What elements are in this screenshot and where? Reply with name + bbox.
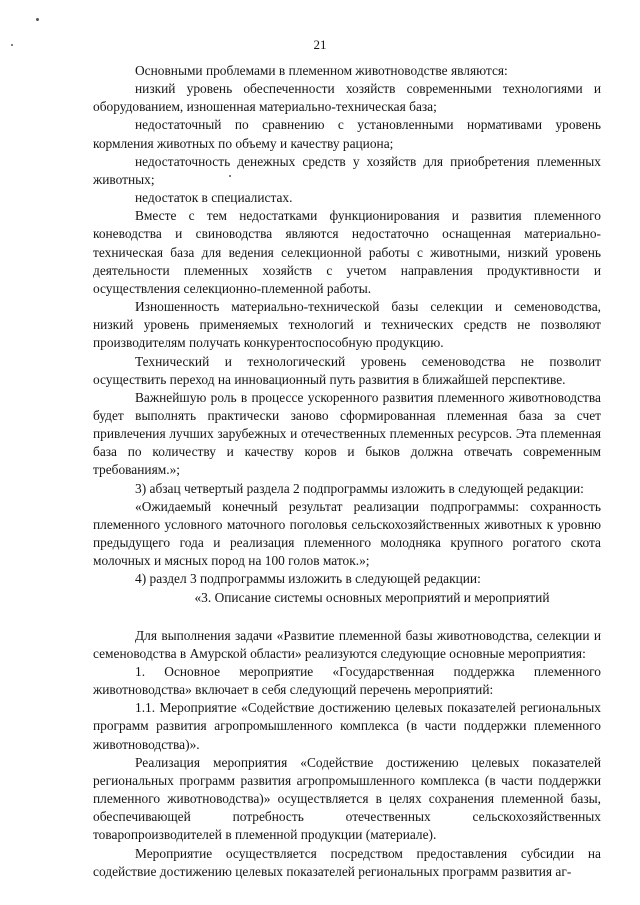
paragraph: 4) раздел 3 подпрограммы изложить в следующей редакции:: [135, 571, 481, 587]
paragraph: Основными проблемами в племенном животноводстве являются:: [135, 63, 508, 78]
paragraph: низкий уровень обеспеченности хозяйств современными технологиями и оборудованием, изношенная материально-техническая база;: [93, 81, 601, 115]
paragraph: недостаток в специалистах.: [135, 190, 293, 206]
document-body: [93, 62, 601, 881]
paragraph: 3) абзац четвертый раздела 2 подпрограммы изложить в следующей редакции:: [135, 480, 584, 496]
paragraph: «Ожидаемый конечный результат реализации подпрограммы: сохранность племенного условного маточного поголовья сельскохозяйственных животных к уровню предыдущего года и реализация племенного молодняка крупного рогатого скота молочных и мясных пород на 100 голов маток.»;: [93, 498, 601, 569]
paragraph: 1. Основное мероприятие «Государственная поддержка племенного животноводства» включает в себя следующий перечень мероприятий:: [93, 664, 601, 698]
section-heading: «3. Описание системы основных мероприятий и мероприятий: [194, 589, 550, 605]
paragraph: недостаточный по сравнению с установленными нормативами уровень кормления животных по объему и качеству рациона;: [93, 117, 601, 151]
paragraph: Изношенность материально-технической базы селекции и семеноводства, низкий уровень применяемых технологий и технических средств не позволяют производителям получать конкурентоспособную продукцию.: [93, 299, 601, 351]
paragraph: Технический и технологический уровень семеноводства не позволит осуществить переход на инновационный путь развития в ближайшей перспективе.: [93, 353, 601, 387]
page-number: 21: [313, 37, 327, 52]
paragraph: Вместе с тем недостатками функционирования и развития племенного коневодства и свиноводства являются недостаточно оснащенная материально-техническая база для ведения селекционной работы с животными, низкий уровень деятельности племенных хозяйств с учетом направления продуктивности и осуществления селекционно-племенной работы.: [93, 208, 601, 296]
paragraph: Для выполнения задачи «Развитие племенной базы животноводства, селекции и семеноводства в Амурской области» реализуются следующие основные мероприятия:: [93, 627, 601, 661]
section-gap: [93, 607, 601, 627]
paragraph: Реализация мероприятия «Содействие достижению целевых показателей региональных программ развития агропромышленного комплекса (в части поддержки племенного животноводства)» осуществляется в целях сохранения племенной базы, обеспечивающей потребность отечественных сельскохозяйственных товаропроизводителей в племенной продукции (материале).: [93, 754, 601, 843]
paragraph: недостаточность денежных средств у хозяйств для приобретения племенных животных;: [93, 153, 601, 187]
paragraph: 1.1. Мероприятие «Содействие достижению целевых показателей региональных программ развития агропромышленного комплекса (в части поддержки племенного животноводства)».: [93, 700, 601, 752]
paragraph: Важнейшую роль в процессе ускоренного развития племенного животноводства будет выполнять практически заново сформированная племенная база за счет привлечения лучших зарубежных и отечественных племенных ресурсов. Эта племенная база по количеству и качеству коров и быков должна отвечать современным требованиям.»;: [93, 389, 601, 478]
scan-speck: [36, 18, 39, 21]
paragraph: Мероприятие осуществляется посредством предоставления субсидии на содействие достижению целевых показателей региональных программ развития аг-: [93, 845, 601, 879]
